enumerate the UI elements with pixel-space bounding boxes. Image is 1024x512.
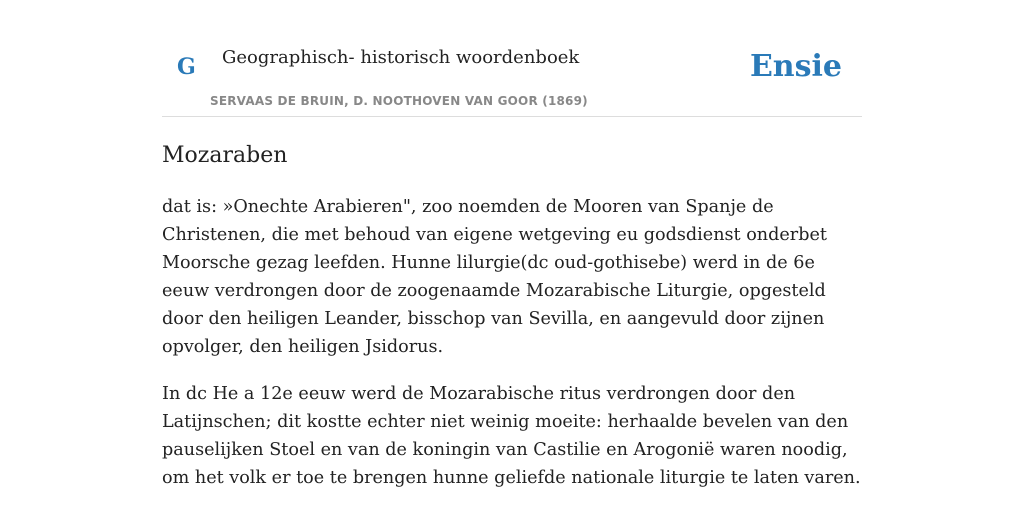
entry-paragraph: dat is: »Onechte Arabieren", zoo noemden de Mooren van Spanje de Christenen, die met behoud van eigene wetgeving eu godsdienst onderbet Moorsche gezag leefden. Hunne lilurgie(dc oud-gothisebe) werd in de 6e eeuw verdrongen door de zoogenaamde Mozarabische Liturgie, opgesteld door den heiligen Leander, bisschop van Sevilla, en aangevuld door zijnen opvolger, den heiligen Jsidorus. — [162, 197, 827, 358]
entry-card — [162, 0, 862, 492]
entry-paragraph: In dc He a 12e eeuw werd de Mozarabische ritus verdrongen door den Latijnschen; dit kostte echter niet weinig moeite: herhaalde bevelen van den pauselijken Stoel en van de koningin van Castilie en Arogonië waren noodig, om het volk er toe te brengen hunne geliefde nationale liturgie te laten varen. — [162, 384, 861, 489]
entry-title: Mozaraben — [162, 143, 288, 168]
dictionary-title[interactable]: Geographisch- historisch woordenboek — [222, 47, 580, 68]
ensie-logo-link[interactable]: Ensie — [749, 49, 842, 84]
dictionary-author: SERVAAS DE BRUIN, D. NOOTHOVEN VAN GOOR (1869) — [210, 94, 588, 108]
dictionary-letter-badge[interactable]: G — [177, 54, 196, 80]
entry-body — [162, 193, 862, 492]
dictionary-header — [162, 0, 862, 117]
